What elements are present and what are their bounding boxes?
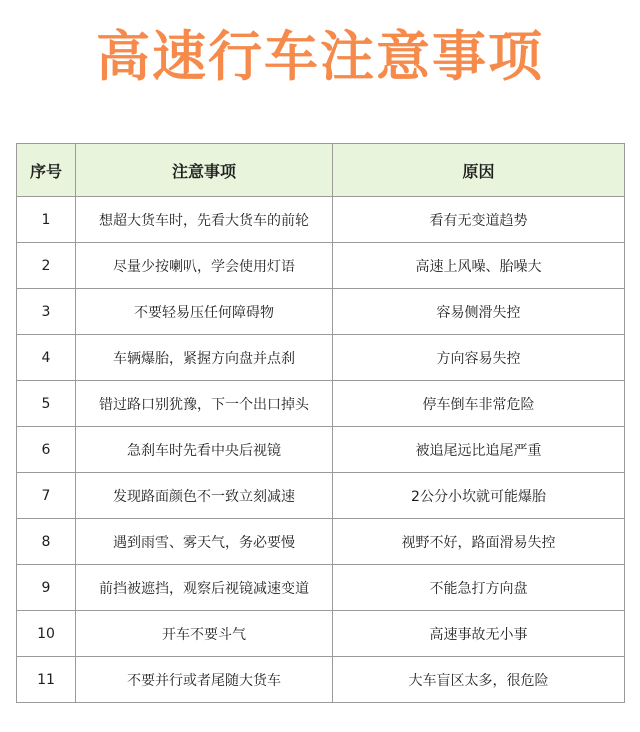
- row-precaution: 发现路面颜色不一致立刻减速: [76, 473, 333, 519]
- table-header: [17, 144, 625, 197]
- row-reason: 视野不好，路面滑易失控: [333, 519, 625, 565]
- row-number: 5: [17, 381, 76, 427]
- row-number: 8: [17, 519, 76, 565]
- table-row: [17, 565, 625, 611]
- table-row: [17, 289, 625, 335]
- row-reason: 大车盲区太多，很危险: [333, 657, 625, 703]
- row-reason: 容易侧滑失控: [333, 289, 625, 335]
- row-precaution: 不要轻易压任何障碍物: [76, 289, 333, 335]
- row-reason: 2公分小坎就可能爆胎: [333, 473, 625, 519]
- row-number: 3: [17, 289, 76, 335]
- table-row: [17, 611, 625, 657]
- row-reason: 停车倒车非常危险: [333, 381, 625, 427]
- row-precaution: 不要并行或者尾随大货车: [76, 657, 333, 703]
- row-number: 4: [17, 335, 76, 381]
- table-row: [17, 335, 625, 381]
- table-row: [17, 473, 625, 519]
- header-row: [17, 144, 625, 197]
- header-number: 序号: [17, 144, 76, 197]
- row-precaution: 车辆爆胎，紧握方向盘并点刹: [76, 335, 333, 381]
- table-row: [17, 427, 625, 473]
- row-reason: 不能急打方向盘: [333, 565, 625, 611]
- page-title: 高速行车注意事项: [96, 25, 544, 88]
- row-reason: 高速上风噪、胎噪大: [333, 243, 625, 289]
- table-row: [17, 519, 625, 565]
- header-reason: 原因: [333, 144, 625, 197]
- table-body: [17, 197, 625, 703]
- precautions-table: [16, 143, 625, 703]
- row-precaution: 遇到雨雪、雾天气，务必要慢: [76, 519, 333, 565]
- row-number: 1: [17, 197, 76, 243]
- row-reason: 高速事故无小事: [333, 611, 625, 657]
- row-number: 10: [17, 611, 76, 657]
- row-precaution: 前挡被遮挡，观察后视镜减速变道: [76, 565, 333, 611]
- row-number: 7: [17, 473, 76, 519]
- table-row: [17, 381, 625, 427]
- table-row: [17, 657, 625, 703]
- row-reason: 被追尾远比追尾严重: [333, 427, 625, 473]
- table-row: [17, 243, 625, 289]
- row-number: 9: [17, 565, 76, 611]
- row-precaution: 开车不要斗气: [76, 611, 333, 657]
- row-precaution: 错过路口别犹豫，下一个出口掉头: [76, 381, 333, 427]
- row-number: 11: [17, 657, 76, 703]
- row-number: 2: [17, 243, 76, 289]
- table-row: [17, 197, 625, 243]
- row-precaution: 急刹车时先看中央后视镜: [76, 427, 333, 473]
- row-number: 6: [17, 427, 76, 473]
- row-reason: 看有无变道趋势: [333, 197, 625, 243]
- row-reason: 方向容易失控: [333, 335, 625, 381]
- row-precaution: 尽量少按喇叭，学会使用灯语: [76, 243, 333, 289]
- header-precaution: 注意事项: [76, 144, 333, 197]
- row-precaution: 想超大货车时，先看大货车的前轮: [76, 197, 333, 243]
